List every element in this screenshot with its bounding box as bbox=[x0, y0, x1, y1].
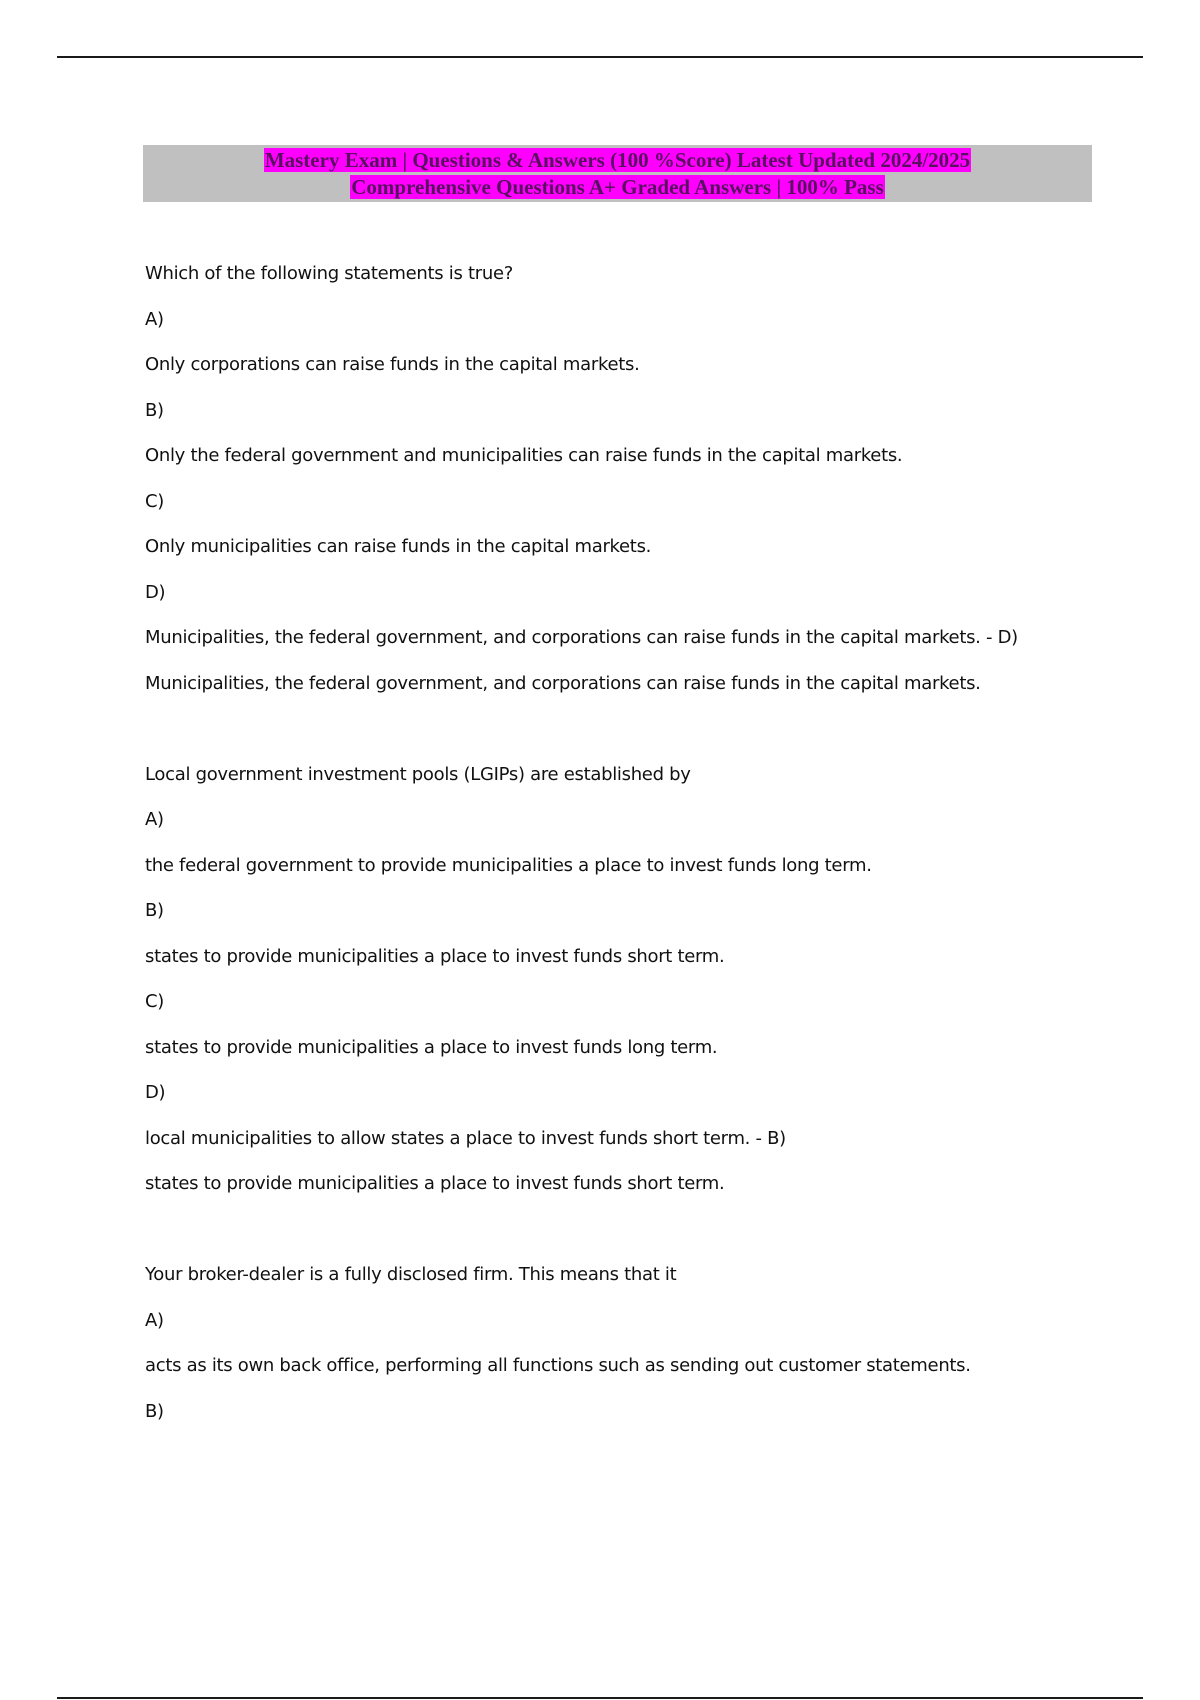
option-label: B) bbox=[145, 1400, 164, 1422]
option-label: A) bbox=[145, 809, 164, 830]
option-text: states to provide municipalities a place to invest funds short term. bbox=[145, 945, 725, 967]
question-list bbox=[145, 262, 1145, 1445]
option-label: B) bbox=[145, 399, 164, 421]
option-label: C) bbox=[145, 490, 164, 512]
option-text: acts as its own back office, performing all functions such as sending out customer statements. bbox=[145, 1355, 971, 1376]
option-label: A) bbox=[145, 1309, 164, 1331]
option-label: D) bbox=[145, 1082, 166, 1103]
answer-text: states to provide municipalities a place to invest funds short term. bbox=[145, 1173, 725, 1194]
answer-text: Municipalities, the federal government, and corporations can raise funds in the capital markets. bbox=[145, 672, 981, 694]
option-text: Only municipalities can raise funds in the capital markets. bbox=[145, 536, 652, 557]
option-label: B) bbox=[145, 900, 164, 921]
spacer bbox=[145, 717, 1145, 763]
footer-rule bbox=[57, 1697, 1143, 1699]
option-text-with-answer: Municipalities, the federal government, and corporations can raise funds in the capital markets. - D) bbox=[145, 627, 1018, 648]
option-text: Only the federal government and municipalities can raise funds in the capital markets. bbox=[145, 445, 903, 466]
question-text: Your broker-dealer is a fully disclosed firm. This means that it bbox=[145, 1264, 677, 1285]
option-text: the federal government to provide municipalities a place to invest funds long term. bbox=[145, 854, 872, 876]
title-line-1: Mastery Exam | Questions & Answers (100 %Score) Latest Updated 2024/2025 bbox=[264, 148, 971, 172]
option-text: states to provide municipalities a place to invest funds long term. bbox=[145, 1036, 718, 1058]
question-text: Which of the following statements is true? bbox=[145, 263, 513, 284]
option-text-with-answer: local municipalities to allow states a place to invest funds short term. - B) bbox=[145, 1127, 786, 1149]
option-label: D) bbox=[145, 581, 166, 603]
spacer bbox=[145, 1218, 1145, 1264]
question-text: Local government investment pools (LGIPs) are established by bbox=[145, 763, 691, 785]
option-label: A) bbox=[145, 308, 164, 330]
header-rule bbox=[57, 56, 1143, 58]
option-text: Only corporations can raise funds in the capital markets. bbox=[145, 354, 640, 375]
document-title-banner bbox=[143, 145, 1092, 202]
option-label: C) bbox=[145, 991, 164, 1012]
title-line-2: Comprehensive Questions A+ Graded Answers | 100% Pass bbox=[351, 175, 884, 199]
